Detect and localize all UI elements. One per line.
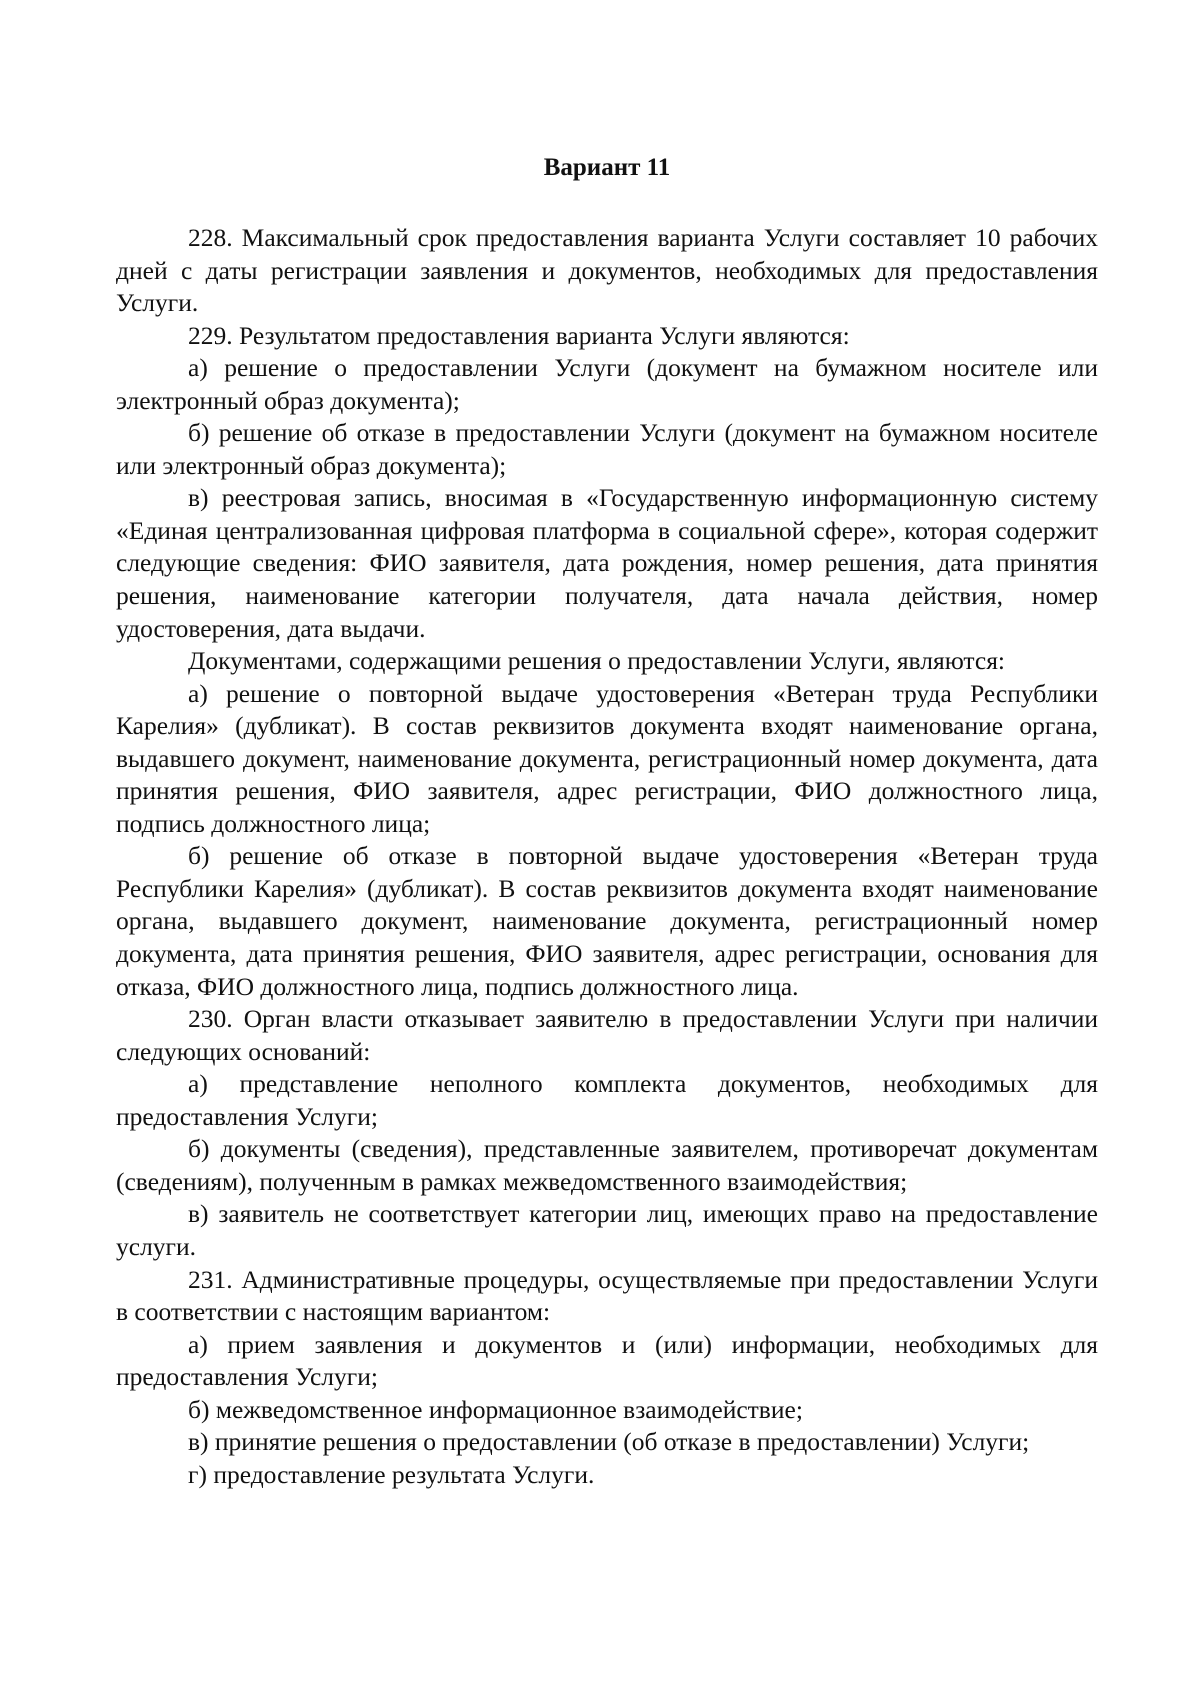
list-item-231-g: г) предоставление результата Услуги. <box>188 1459 595 1489</box>
list-item-229-a: а) решение о предоставлении Услуги (документ на бумажном носителе или электронный образ документа); <box>116 353 1098 415</box>
list-item-229-v: в) реестровая запись, вносимая в «Государственную информационную систему «Единая централизованная цифровая платформа в социальной сфере», которая содержит следующие сведения: ФИО заявителя, дата рождения, номер решения, дата принятия решения, наименование категории получателя, дата начала действия, номер удостоверения, дата выдачи. <box>116 483 1098 643</box>
list-item-230-b: б) документы (сведения), представленные заявителем, противоречат документам (сведениям), полученным в рамках межведомственного взаимодействия; <box>116 1134 1098 1196</box>
list-item-231-v: в) принятие решения о предоставлении (об отказе в предоставлении) Услуги; <box>188 1427 1030 1457</box>
paragraph-230: 230. Орган власти отказывает заявителю в предоставлении Услуги при наличии следующих оснований: <box>116 1004 1098 1066</box>
list-item-231-b: б) межведомственное информационное взаимодействие; <box>188 1394 803 1424</box>
list-item-229-b: б) решение об отказе в предоставлении Услуги (документ на бумажном носителе или электронный образ документа); <box>116 418 1098 480</box>
paragraph-documents-intro: Документами, содержащими решения о предоставлении Услуги, являются: <box>188 646 1006 676</box>
list-item-documents-a: а) решение о повторной выдаче удостоверения «Ветеран труда Республики Карелия» (дубликат). В состав реквизитов документа входят наименование органа, выдавшего документ, наименование документа, регистрационный номер документа, дата принятия решения, ФИО заявителя, адрес регистрации, ФИО должностного лица, подпись должностного лица; <box>116 678 1098 838</box>
document-body <box>116 222 1098 1491</box>
list-item-230-a: а) представление неполного комплекта документов, необходимых для предоставления Услуги; <box>116 1069 1098 1131</box>
list-item-230-v: в) заявитель не соответствует категории лиц, имеющих право на предоставление услуги. <box>116 1199 1098 1261</box>
paragraph-229: 229. Результатом предоставления варианта Услуги являются: <box>188 320 850 350</box>
list-item-documents-b: б) решение об отказе в повторной выдаче удостоверения «Ветеран труда Республики Карелия» (дубликат). В состав реквизитов документа входят наименование органа, выдавшего документ, наименование документа, регистрационный номер документа, дата принятия решения, ФИО заявителя, адрес регистрации, основания для отказа, ФИО должностного лица, подпись должностного лица. <box>116 841 1098 1001</box>
document-title: Вариант 11 <box>543 154 671 181</box>
list-item-231-a: а) прием заявления и документов и (или) информации, необходимых для предоставления Услуги; <box>116 1329 1098 1392</box>
paragraph-228: 228. Максимальный срок предоставления варианта Услуги составляет 10 рабочих дней с даты регистрации заявления и документов, необходимых для предоставления Услуги. <box>116 223 1098 318</box>
paragraph-231: 231. Административные процедуры, осуществляемые при предоставлении Услуги в соответствии с настоящим вариантом: <box>116 1264 1098 1327</box>
